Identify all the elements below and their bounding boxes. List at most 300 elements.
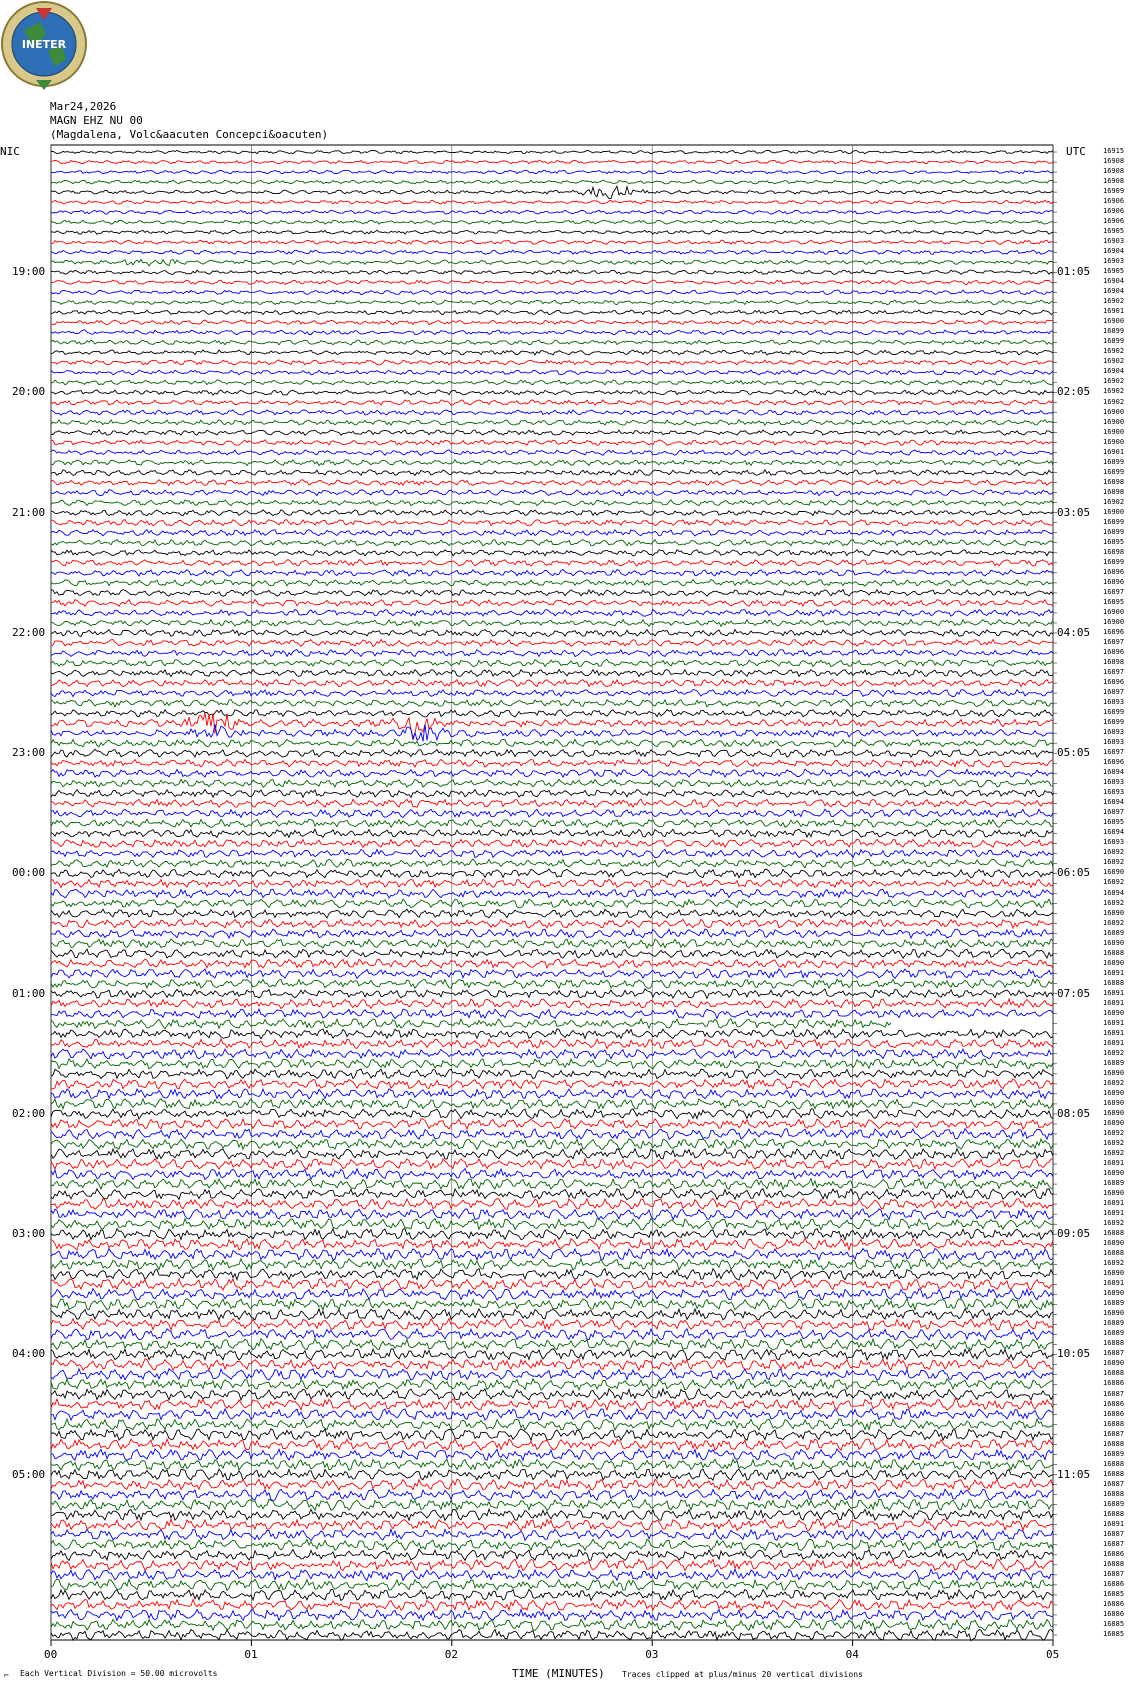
trace-count: 16890 (1103, 1289, 1125, 1298)
seismic-trace (51, 1489, 1053, 1500)
trace-count: 16902 (1103, 397, 1125, 406)
trace-count: 16888 (1103, 1489, 1125, 1498)
trace-count: 16892 (1103, 1219, 1125, 1228)
seismic-trace (51, 1449, 1053, 1460)
seismic-trace (51, 1079, 1053, 1089)
seismic-trace (51, 1209, 1053, 1220)
trace-count: 16897 (1103, 668, 1125, 677)
trace-count: 16888 (1103, 1459, 1125, 1468)
trace-count: 16897 (1103, 637, 1125, 646)
seismic-trace (51, 390, 1053, 395)
seismic-trace (51, 1509, 1053, 1520)
seismic-trace (51, 999, 1053, 1009)
trace-count: 16891 (1103, 998, 1125, 1007)
trace-count: 16888 (1103, 1229, 1125, 1238)
trace-count: 16886 (1103, 1599, 1125, 1608)
trace-count: 16888 (1103, 1419, 1125, 1428)
seismic-trace (51, 1439, 1053, 1450)
seismic-trace (51, 700, 1053, 707)
seismic-trace (51, 540, 1053, 546)
seismic-trace (51, 170, 1053, 174)
trace-count: 16888 (1103, 1509, 1125, 1518)
trace-count: 16886 (1103, 1609, 1125, 1618)
trace-count: 16893 (1103, 838, 1125, 847)
seismic-trace (51, 739, 1053, 747)
trace-count: 16898 (1103, 487, 1125, 496)
seismic-trace (51, 1009, 1053, 1019)
trace-count: 16891 (1103, 1199, 1125, 1208)
left-hour-label: 05:00 (12, 1467, 46, 1481)
trace-count: 16894 (1103, 768, 1125, 777)
left-hour-label: 03:00 (12, 1227, 46, 1241)
trace-count: 16897 (1103, 748, 1125, 757)
seismic-trace (51, 590, 1053, 597)
trace-count: 16899 (1103, 457, 1125, 466)
seismic-trace (51, 809, 1053, 817)
trace-count: 16887 (1103, 1529, 1125, 1538)
seismic-trace (51, 1329, 1053, 1340)
trace-count: 16890 (1103, 1239, 1125, 1248)
seismic-trace (51, 919, 1053, 928)
trace-count: 16902 (1103, 297, 1125, 306)
seismic-trace (51, 769, 1053, 777)
trace-count: 16889 (1103, 1329, 1125, 1338)
seismic-trace (51, 1189, 1053, 1200)
minute-tick-label: 02 (444, 1648, 459, 1661)
seismic-trace (51, 909, 1053, 918)
seismic-trace (51, 1419, 1053, 1430)
left-hour-label: 00:00 (12, 866, 46, 880)
trace-count: 16902 (1103, 387, 1125, 396)
minute-tick-label: 03 (645, 1648, 659, 1661)
seismic-trace (51, 1289, 1053, 1300)
trace-count: 16899 (1103, 337, 1125, 346)
trace-count: 16885 (1103, 1629, 1125, 1638)
trace-count: 16905 (1103, 227, 1125, 236)
seismic-trace (51, 1609, 1053, 1620)
seismic-trace (51, 929, 1053, 938)
trace-count: 16900 (1103, 617, 1125, 626)
trace-count: 16894 (1103, 828, 1125, 837)
seismic-trace (51, 480, 1053, 486)
trace-count: 16900 (1103, 507, 1125, 516)
right-hour-label: 02:05 (1057, 385, 1091, 399)
trace-count: 16891 (1103, 1028, 1125, 1037)
seismic-trace (51, 1249, 1053, 1260)
seismic-trace (51, 1589, 1053, 1600)
trace-count: 16896 (1103, 577, 1125, 586)
trace-count: 16902 (1103, 377, 1125, 386)
trace-count: 16906 (1103, 207, 1125, 216)
seismic-trace (51, 1049, 1053, 1059)
seismic-trace (51, 1199, 1053, 1210)
left-hour-label: 04:00 (12, 1347, 46, 1361)
trace-count: 16906 (1103, 197, 1125, 206)
seismic-trace (51, 500, 1053, 506)
seismic-trace (51, 1149, 1053, 1160)
trace-count: 16897 (1103, 587, 1125, 596)
seismic-trace (51, 1099, 1053, 1109)
trace-count: 16886 (1103, 1409, 1125, 1418)
trace-count: 16891 (1103, 1209, 1125, 1218)
seismic-trace (51, 160, 1053, 164)
seismic-trace (51, 1019, 891, 1029)
trace-count: 16890 (1103, 1269, 1125, 1278)
seismic-trace (51, 1389, 1053, 1400)
seismic-trace (51, 450, 1053, 456)
trace-count: 16886 (1103, 1579, 1125, 1588)
seismic-trace (51, 1630, 1053, 1641)
left-hour-label: 21:00 (12, 505, 46, 519)
seismic-trace (51, 320, 1053, 325)
trace-count: 16887 (1103, 1569, 1125, 1578)
trace-count: 16908 (1103, 157, 1125, 166)
trace-count: 16889 (1103, 1058, 1125, 1067)
right-hour-label: 01:05 (1057, 265, 1091, 279)
seismic-trace (51, 839, 1053, 847)
trace-count: 16892 (1103, 1149, 1125, 1158)
seismic-trace (51, 550, 1053, 556)
seismic-trace (51, 630, 1053, 637)
trace-count: 16903 (1103, 257, 1125, 266)
trace-count: 16896 (1103, 627, 1125, 636)
trace-count: 16904 (1103, 287, 1125, 296)
trace-count: 16904 (1103, 247, 1125, 256)
seismic-trace (51, 1259, 1053, 1270)
seismic-trace (51, 300, 1053, 305)
trace-count: 16892 (1103, 918, 1125, 927)
seismic-trace (51, 1159, 1053, 1170)
trace-count: 16891 (1103, 1038, 1125, 1047)
trace-count: 16900 (1103, 417, 1125, 426)
seismic-trace (51, 620, 1053, 627)
trace-count: 16889 (1103, 928, 1125, 937)
trace-count: 16896 (1103, 678, 1125, 687)
seismic-trace (51, 380, 1053, 385)
seismic-trace (51, 1569, 1053, 1580)
seismic-trace (51, 1399, 1053, 1410)
trace-count: 16898 (1103, 477, 1125, 486)
trace-count: 16888 (1103, 978, 1125, 987)
seismic-trace (51, 949, 1053, 958)
trace-count: 16887 (1103, 1429, 1125, 1438)
seismic-trace (51, 749, 1053, 757)
seismic-trace (51, 1219, 1053, 1230)
seismic-trace (51, 520, 1053, 526)
header-station: MAGN EHZ NU 00 (50, 114, 143, 127)
trace-count: 16890 (1103, 958, 1125, 967)
trace-count: 16890 (1103, 1088, 1125, 1097)
seismic-trace (51, 200, 1053, 204)
seismic-trace (51, 530, 1053, 536)
trace-count: 16901 (1103, 447, 1125, 456)
trace-count: 16889 (1103, 1299, 1125, 1308)
left-axis-title: NIC (0, 145, 20, 158)
seismic-trace (51, 510, 1053, 516)
header-date: Mar24,2026 (50, 100, 117, 113)
seismic-trace (51, 724, 1053, 741)
trace-count: 16887 (1103, 1389, 1125, 1398)
scale-note-marker: ⌐ (4, 1671, 9, 1680)
trace-count: 16895 (1103, 597, 1125, 606)
trace-count: 16890 (1103, 1008, 1125, 1017)
seismic-trace (51, 1529, 1053, 1540)
seismic-trace (51, 1559, 1053, 1570)
seismic-trace (51, 290, 1053, 295)
seismic-trace (51, 210, 1053, 214)
trace-count: 16890 (1103, 1189, 1125, 1198)
seismic-trace (51, 1349, 1053, 1360)
seismic-trace (51, 310, 1053, 315)
seismic-trace (51, 849, 1053, 857)
seismic-trace (51, 670, 1053, 677)
right-hour-label: 05:05 (1057, 746, 1091, 760)
trace-count: 16894 (1103, 798, 1125, 807)
right-hour-label: 03:05 (1057, 505, 1091, 519)
seismic-trace (51, 939, 1053, 948)
trace-count: 16890 (1103, 938, 1125, 947)
left-hour-label: 23:00 (12, 746, 46, 760)
seismic-trace (51, 690, 1053, 697)
seismic-trace (51, 1239, 1053, 1250)
seismic-trace (51, 570, 1053, 576)
trace-count: 16890 (1103, 1108, 1125, 1117)
seismic-trace (51, 759, 1053, 767)
seismic-trace (51, 340, 1053, 345)
seismic-trace (51, 1029, 1053, 1039)
seismic-trace (51, 370, 1053, 375)
trace-count: 16904 (1103, 277, 1125, 286)
seismic-trace (51, 1619, 1053, 1630)
seismic-trace (51, 680, 1053, 687)
left-hour-label: 20:00 (12, 385, 46, 399)
right-hour-label: 09:05 (1057, 1227, 1091, 1241)
seismic-trace (51, 1359, 1053, 1370)
trace-count: 16887 (1103, 1539, 1125, 1548)
seismic-trace (51, 1499, 1053, 1510)
right-hour-label: 04:05 (1057, 625, 1091, 639)
minute-tick-label: 01 (244, 1648, 258, 1661)
seismic-trace (51, 779, 1053, 787)
trace-count: 16896 (1103, 758, 1125, 767)
trace-count: 16893 (1103, 788, 1125, 797)
trace-count: 16906 (1103, 217, 1125, 226)
right-hour-label: 11:05 (1057, 1467, 1091, 1481)
seismic-trace (51, 1469, 1053, 1480)
seismic-trace (51, 1269, 1053, 1280)
seismic-trace (51, 869, 1053, 878)
trace-count: 16898 (1103, 547, 1125, 556)
trace-count: 16886 (1103, 1379, 1125, 1388)
left-hour-label: 22:00 (12, 625, 46, 639)
trace-count: 16908 (1103, 167, 1125, 176)
seismic-trace (51, 1039, 1053, 1049)
trace-count: 16900 (1103, 437, 1125, 446)
trace-count: 16890 (1103, 868, 1125, 877)
trace-count: 16902 (1103, 497, 1125, 506)
seismic-trace (51, 400, 1053, 405)
trace-count: 16891 (1103, 1279, 1125, 1288)
trace-count: 16887 (1103, 1479, 1125, 1488)
trace-count: 16896 (1103, 648, 1125, 657)
trace-count: 16899 (1103, 467, 1125, 476)
seismic-trace (51, 1319, 1053, 1331)
trace-count: 16892 (1103, 878, 1125, 887)
seismic-trace (51, 1579, 1053, 1590)
seismic-trace (51, 1549, 1053, 1560)
seismic-trace (51, 1229, 1053, 1240)
seismic-trace (51, 1169, 1053, 1180)
trace-count: 16890 (1103, 908, 1125, 917)
seismic-trace (51, 819, 1053, 827)
seismic-trace (51, 640, 1053, 647)
seismic-trace (51, 959, 1053, 968)
trace-count: 16886 (1103, 1549, 1125, 1558)
trace-count: 16891 (1103, 988, 1125, 997)
seismic-trace (51, 260, 1053, 266)
trace-count: 16892 (1103, 898, 1125, 907)
trace-count: 16891 (1103, 968, 1125, 977)
trace-count: 16893 (1103, 698, 1125, 707)
seismic-trace (51, 1299, 1053, 1310)
header-location: (Magdalena, Volc&aacuten Concepci&oacuten) (50, 128, 329, 141)
seismic-trace (51, 330, 1053, 335)
seismic-trace (51, 470, 1053, 476)
right-axis-title: UTC (1066, 145, 1086, 158)
trace-count: 16904 (1103, 367, 1125, 376)
right-hour-label: 06:05 (1057, 866, 1091, 880)
trace-count: 16886 (1103, 1399, 1125, 1408)
seismic-trace (51, 1119, 1053, 1130)
trace-count: 16909 (1103, 187, 1125, 196)
trace-count: 16892 (1103, 1048, 1125, 1057)
seismic-trace (51, 1059, 1053, 1069)
scale-note: Each Vertical Division = 50.00 microvolts (20, 1669, 218, 1678)
trace-count: 16915 (1103, 147, 1125, 155)
trace-count: 16899 (1103, 708, 1125, 717)
trace-count: 16888 (1103, 1249, 1125, 1258)
logo-text: INETER (21, 38, 67, 51)
trace-count: 16888 (1103, 1559, 1125, 1568)
trace-count: 16888 (1103, 1339, 1125, 1348)
trace-count: 16892 (1103, 1259, 1125, 1268)
seismic-trace (51, 1599, 1053, 1610)
trace-count: 16889 (1103, 1449, 1125, 1458)
seismic-trace (51, 600, 1053, 607)
seismic-trace (51, 230, 1053, 234)
trace-count: 16899 (1103, 557, 1125, 566)
right-hour-label: 08:05 (1057, 1106, 1091, 1120)
seismic-trace (51, 879, 1053, 888)
seismic-trace (51, 859, 1053, 868)
seismic-trace (51, 1409, 1053, 1420)
trace-count: 16890 (1103, 1359, 1125, 1368)
right-hour-label: 10:05 (1057, 1347, 1091, 1361)
seismic-trace (51, 240, 1053, 244)
trace-count: 16905 (1103, 267, 1125, 276)
seismic-trace (51, 280, 1053, 284)
seismic-trace (51, 1369, 1053, 1380)
seismic-trace (51, 430, 1053, 435)
seismic-trace (51, 889, 1053, 898)
trace-count: 16900 (1103, 427, 1125, 436)
seismic-trace (51, 1379, 1053, 1390)
seismic-trace (51, 1069, 1053, 1079)
seismic-trace (51, 220, 1053, 224)
trace-count: 16892 (1103, 848, 1125, 857)
trace-count: 16894 (1103, 888, 1125, 897)
seismic-trace (51, 1459, 1053, 1470)
seismic-trace (51, 659, 1053, 666)
seismic-trace (51, 789, 1053, 797)
seismic-trace (51, 360, 1053, 365)
seismic-trace (51, 1429, 1053, 1440)
seismic-trace (51, 1339, 1053, 1350)
trace-count: 16899 (1103, 517, 1125, 526)
seismic-trace (51, 490, 1053, 496)
trace-count: 16888 (1103, 1469, 1125, 1478)
trace-count: 16897 (1103, 688, 1125, 697)
trace-count: 16892 (1103, 1128, 1125, 1137)
trace-count: 16890 (1103, 1098, 1125, 1107)
x-axis-label: TIME (MINUTES) (512, 1667, 605, 1680)
trace-count: 16893 (1103, 738, 1125, 747)
seismic-trace (51, 899, 1053, 908)
trace-count: 16890 (1103, 1118, 1125, 1127)
trace-count: 16890 (1103, 1309, 1125, 1318)
trace-count: 16900 (1103, 407, 1125, 416)
trace-count: 16899 (1103, 527, 1125, 536)
trace-count: 16885 (1103, 1589, 1125, 1598)
trace-count: 16891 (1103, 1519, 1125, 1528)
trace-count: 16896 (1103, 567, 1125, 576)
seismic-trace (51, 1089, 1053, 1099)
seismic-trace (51, 829, 1053, 837)
minute-tick-label: 05 (1046, 1648, 1060, 1661)
seismic-trace (51, 270, 1053, 274)
seismic-trace (51, 1279, 1053, 1290)
trace-count: 16893 (1103, 778, 1125, 787)
trace-count: 16889 (1103, 1179, 1125, 1188)
trace-count: 16888 (1103, 1439, 1125, 1448)
trace-count: 16891 (1103, 1159, 1125, 1168)
seismic-trace (51, 250, 1053, 254)
left-hour-label: 19:00 (12, 265, 46, 279)
seismic-trace (51, 460, 1053, 466)
trace-count: 16892 (1103, 1078, 1125, 1087)
trace-count: 16890 (1103, 1068, 1125, 1077)
trace-count: 16888 (1103, 948, 1125, 957)
minute-tick-label: 00 (44, 1648, 58, 1661)
seismic-trace (51, 1109, 1053, 1119)
trace-count: 16891 (1103, 1018, 1125, 1027)
seismic-trace (51, 1479, 1053, 1490)
trace-count: 16892 (1103, 1139, 1125, 1147)
clip-note: Traces clipped at plus/minus 20 vertical divisions (622, 1670, 863, 1679)
seismic-trace (51, 1139, 1053, 1150)
left-hour-label: 02:00 (12, 1106, 46, 1120)
seismic-trace (51, 410, 1053, 415)
seismic-trace (51, 1539, 1053, 1550)
trace-count: 16889 (1103, 1499, 1125, 1508)
trace-count: 16893 (1103, 728, 1125, 737)
seismic-trace (51, 1309, 1053, 1320)
seismic-trace (51, 610, 1053, 617)
trace-count: 16898 (1103, 658, 1125, 667)
seismic-trace (51, 989, 1053, 999)
seismic-trace (51, 969, 1053, 978)
minute-tick-label: 04 (845, 1648, 859, 1661)
